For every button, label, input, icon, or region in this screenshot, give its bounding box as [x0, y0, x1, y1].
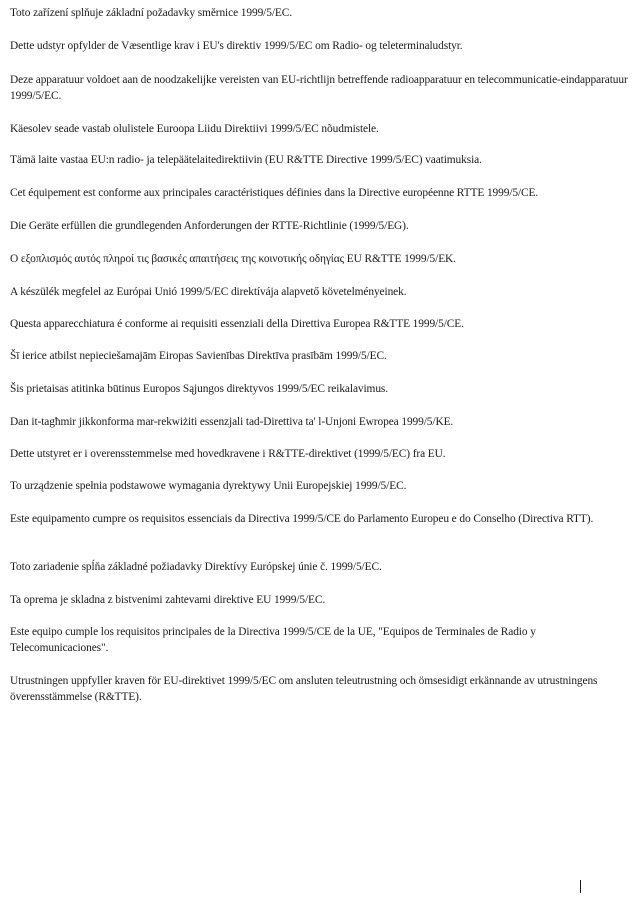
declaration-slovenian: Ta oprema je skladna z bistvenimi zahtevami direktive EU 1999/5/EC. — [10, 594, 326, 606]
footer-separator — [580, 880, 581, 893]
declaration-italian: Questa apparecchiatura é conforme ai requisiti essenziali della Direttiva Europea R&TTE 1999/5/CE. — [10, 318, 464, 330]
declaration-maltese: Dan it-tagħmir jikkonforma mar-rekwiżiti essenzjali tad-Direttiva ta' l-Unjoni Ewropea 1999/5/KE. — [10, 416, 454, 428]
declaration-latvian: Šī iericе atbilst nepieciešamajām Eiropas Savienības Direktīva prasībām 1999/5/EC. — [10, 350, 387, 362]
declaration-polish: To urządzenie spełnia podstawowe wymagania dyrektywy Unii Europejskiej 1999/5/EC. — [10, 480, 407, 492]
declaration-french: Cet équipement est conforme aux principales caractéristiques définies dans la Directive européenne RTTE 1999/5/CE. — [10, 187, 539, 199]
declaration-hungarian: A készülék megfelel az Európai Unió 1999/5/EC direktívája alapvető követelményeinek. — [10, 286, 407, 298]
declaration-slovak: Toto zariadenie spĺňa základné požiadavky Direktívy Európskej únie č. 1999/5/EC. — [10, 561, 382, 573]
declaration-german: Die Geräte erfüllen die grundlegenden Anforderungen der RTTE-Richtlinie (1999/5/EG). — [10, 220, 409, 232]
declaration-norwegian: Dette utstyret er i overensstemmelse med hovedkravene i R&TTE-direktivet (1999/5/EC) fra EU. — [10, 448, 446, 460]
declaration-portuguese: Este equipamento cumpre os requisitos essenciais da Directiva 1999/5/CE do Parlamento Europeu e do Conselho (Directiva RTT). — [10, 513, 594, 525]
declaration-swedish: Utrustningen uppfyller kraven för EU-direktivet 1999/5/EC om ansluten teleutrustning och ömsesidigt erkännande av utrustningens överensstämmelse (R&TTE). — [10, 675, 598, 703]
declaration-danish: Dette udstyr opfylder de Væsentlige krav i EU's direktiv 1999/5/EC om Radio- og teleterminaludstyr. — [10, 40, 463, 52]
declaration-finnish: Tämä laite vastaa EU:n radio- ja telepäätelaitedirektiivin (EU R&TTE Directive 1999/5/EC) vaatimuksia. — [10, 154, 482, 166]
declaration-lithuanian: Šis prietaisas atitinka būtinus Europos Sąjungos direktyvos 1999/5/EC reikalavimus. — [10, 383, 388, 395]
declaration-spanish: Este equipo cumple los requisitos principales de la Directiva 1999/5/CE de la UE, "Equipos de Terminales de Radio y Telecomunicaciones". — [10, 626, 536, 654]
declaration-estonian: Käesolev seade vastab olulistele Euroopa Liidu Direktiivi 1999/5/EC nõudmistele. — [10, 123, 379, 135]
declaration-greek: Ο εξοπλισμός αυτός πληροί τις βασικές απαιτήσεις της κοινοτικής οδηγίας EU R&TTE 1999/5/EK. — [10, 253, 456, 265]
declaration-czech: Toto zařízení splňuje základní požadavky směrnice 1999/5/EC. — [10, 7, 292, 19]
declaration-dutch: Deze apparatuur voldoet aan de noodzakelijke vereisten van EU-richtlijn betreffende radioapparatuur en telecommunicatie-eindapparatuur 1999/5/EC. — [10, 74, 628, 102]
